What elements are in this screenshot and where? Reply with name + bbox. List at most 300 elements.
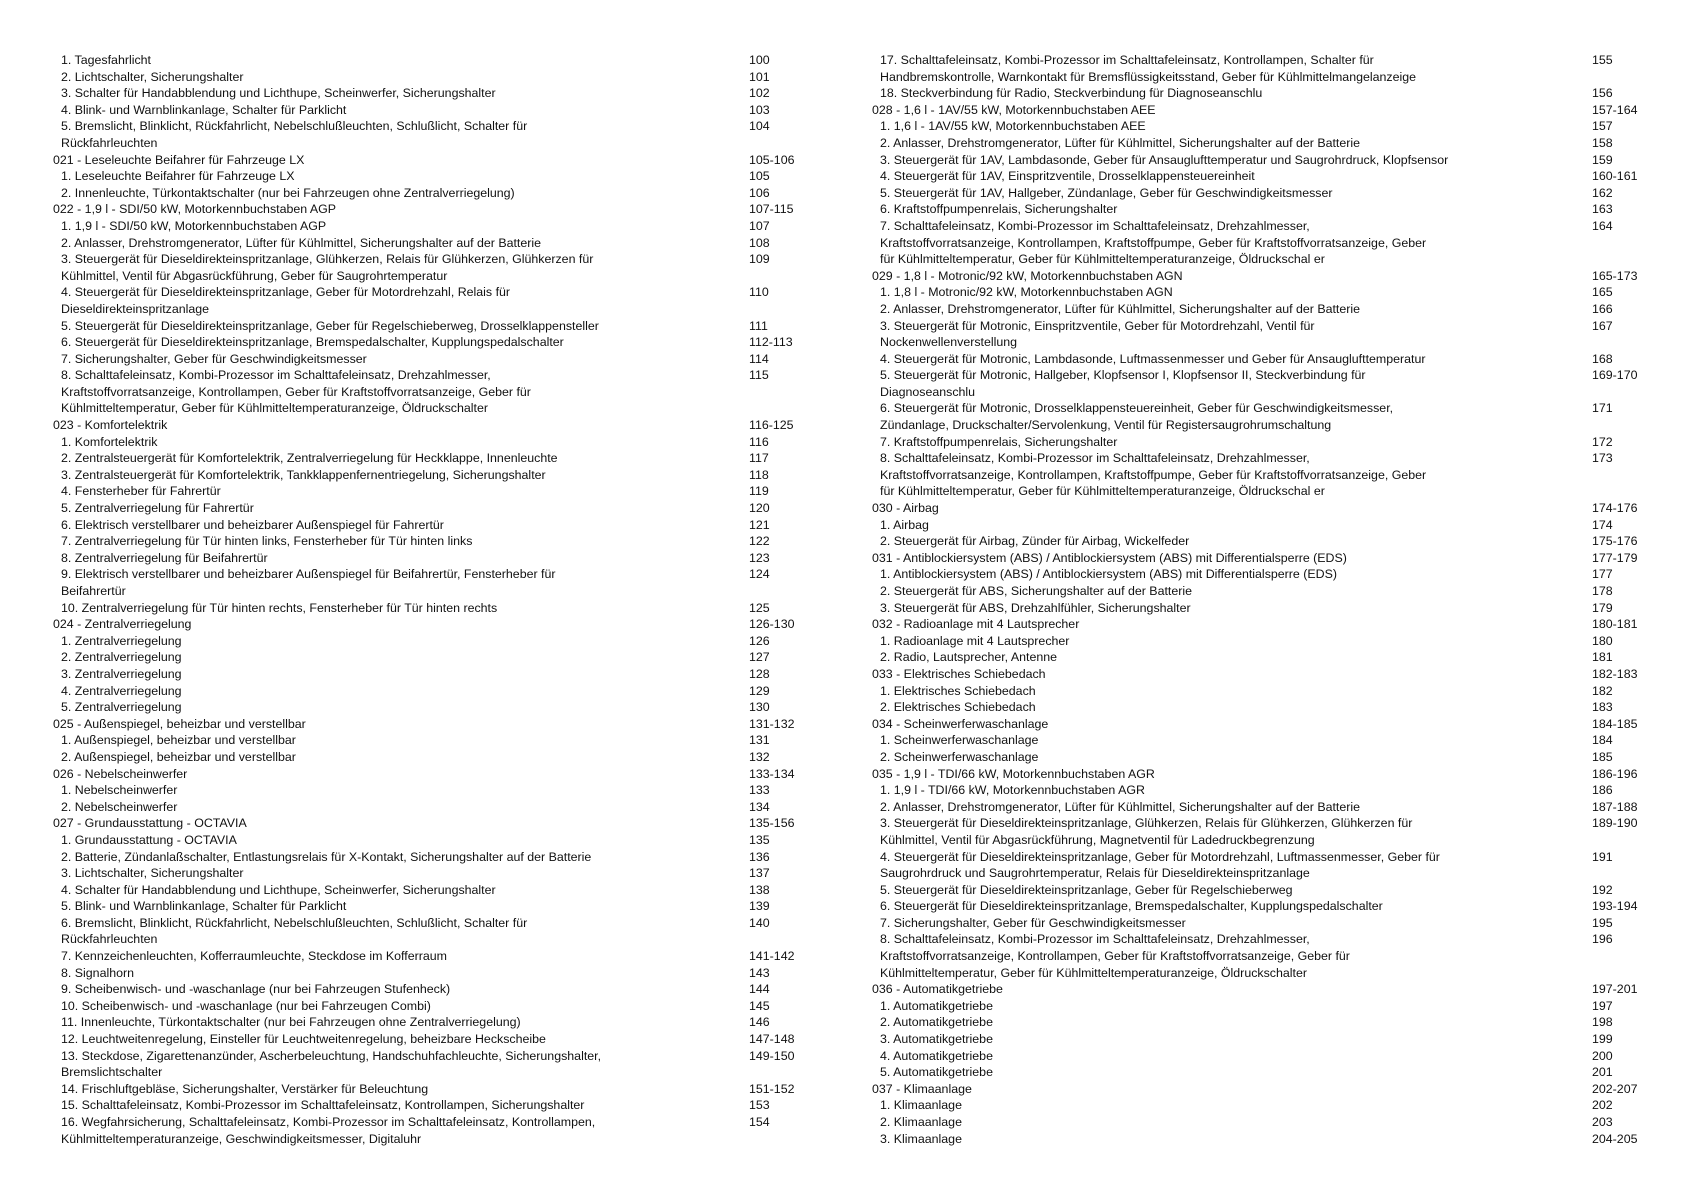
toc-entry-title: 2. Anlasser, Drehstromgenerator, Lüfter für Kühlmittel, Sicherungshalter auf der Batterie [880, 135, 1361, 150]
toc-entry-row [880, 815, 1637, 848]
toc-entry-row [61, 566, 794, 599]
toc-section-row [53, 201, 794, 218]
toc-entry-row [880, 533, 1637, 550]
toc-page-number: 111 [749, 318, 768, 333]
toc-page-number: 114 [749, 351, 769, 366]
toc-page-number: 119 [749, 484, 769, 499]
toc-entry-title: 6. Elektrisch verstellbarer und beheizbarer Außenspiegel für Fahrertür [61, 517, 444, 532]
toc-entry-title: 1. 1,9 l - TDI/66 kW, Motorkennbuchstaben AGR [880, 783, 1145, 798]
toc-section-row [53, 815, 795, 832]
toc-entry-row [61, 998, 794, 1015]
toc-page-number: 177-179 [1592, 550, 1638, 565]
toc-entry-row [880, 699, 1637, 716]
toc-section-row [872, 616, 1638, 633]
toc-entry-row [880, 583, 1637, 600]
toc-entry-title: 2. Anlasser, Drehstromgenerator, Lüfter für Kühlmittel, Sicherungshalter auf der Batterie [61, 235, 542, 250]
toc-entry-title: 2. Steuergerät für ABS, Sicherungshalter auf der Batterie [880, 584, 1193, 598]
toc-page-number: 107-115 [749, 202, 794, 217]
toc-entry-row [61, 102, 794, 119]
toc-page-number: 179 [1592, 600, 1613, 615]
toc-entry-title: 3. Steuergerät für ABS, Drehzahlfühler, Sicherungshalter [880, 600, 1191, 615]
toc-section-title: 024 - Zentralverriegelung [53, 617, 192, 632]
toc-section-title: 035 - 1,9 l - TDI/66 kW, Motorkennbuchstaben AGR [872, 766, 1155, 781]
toc-entry-row [880, 85, 1637, 102]
toc-page-number: 185 [1592, 749, 1613, 764]
toc-entry-title: 13. Steckdose, Zigarettenanzünder, Ascherbeleuchtung, Handschuhfachleuchte, Sicherungshalter, Bremslichtschalter [61, 1048, 602, 1080]
toc-entry-row [61, 782, 794, 799]
toc-entry-row [61, 683, 794, 700]
toc-page-number: 162 [1592, 185, 1613, 200]
toc-entry-title: 4. Steuergerät für Motronic, Lambdasonde, Luftmassenmesser und Geber für Ansauglufttemperatur [880, 351, 1426, 366]
toc-entry-row [61, 52, 794, 69]
toc-page-number: 108 [749, 235, 770, 250]
toc-entry-row [880, 782, 1637, 799]
toc-page-number: 140 [749, 915, 770, 930]
toc-section-row [872, 102, 1638, 119]
toc-section-title: 029 - 1,8 l - Motronic/92 kW, Motorkennbuchstaben AGN [872, 268, 1183, 283]
toc-entry-row [61, 168, 794, 185]
toc-section-title: 027 - Grundausstattung - OCTAVIA [53, 816, 247, 831]
toc-entry-row [61, 185, 794, 202]
toc-entry-title: 3. Klimaanlage [880, 1131, 962, 1146]
toc-section-row [53, 152, 795, 169]
toc-entry-title: 4. Automatikgetriebe [880, 1048, 993, 1063]
toc-entry-title: 7. Kraftstoffpumpenrelais, Sicherungshalter [880, 434, 1118, 449]
toc-entry-title: 5. Steuergerät für Dieseldirekteinspritzanlage, Geber für Regelschieberweg [880, 882, 1293, 897]
toc-entry-title: 3. Zentralsteuergerät für Komfortelektrik, Tankklappenfernentriegelung, Sicherungshalter [61, 467, 546, 482]
toc-section-row [872, 981, 1638, 998]
toc-entry-row [880, 152, 1637, 169]
toc-entry-row [61, 699, 794, 716]
toc-entry-title: 12. Leuchtweitenregelung, Einsteller für Leuchtweitenregelung, beheizbare Heckscheibe [61, 1032, 546, 1047]
toc-entry-title: 1. Zentralverriegelung [61, 633, 182, 648]
toc-entry-title: 5. Zentralverriegelung für Fahrertür [61, 501, 254, 516]
toc-page-number: 204-205 [1592, 1131, 1638, 1146]
toc-page-number: 137 [749, 866, 770, 881]
toc-entry-row [880, 1131, 1637, 1148]
toc-page-number: 135-156 [749, 816, 795, 831]
toc-entry-title: 4. Steuergerät für Dieseldirekteinspritzanlage, Geber für Motordrehzahl, Luftmassenmesser, Geber für Saugrohrdruck und Saugrohrtemperatur, Relais für Dieseldirekteinspritzanlage [880, 849, 1440, 881]
toc-entry-row [61, 749, 794, 766]
toc-entry-row [61, 334, 794, 351]
toc-entry-title: 3. Lichtschalter, Sicherungshalter [61, 866, 244, 881]
toc-entry-title: 1. Nebelscheinwerfer [61, 783, 178, 798]
toc-entry-title: 3. Steuergerät für Dieseldirekteinspritzanlage, Glühkerzen, Relais für Glühkerzen, Glühkerzen für Kühlmittel, Ventil für Abgasrückführung, Magnetventil für Ladedruckbegrenzung [880, 816, 1413, 847]
toc-entry-row [61, 318, 794, 335]
toc-entry-title: 2. Lichtschalter, Sicherungshalter [61, 69, 244, 84]
toc-entry-row [880, 1014, 1637, 1031]
toc-section-title: 037 - Klimaanlage [872, 1081, 972, 1096]
toc-page-number: 130 [749, 700, 770, 715]
toc-entry-title: 5. Blink- und Warnblinkanlage, Schalter für Parklicht [61, 899, 347, 914]
toc-entry-row [61, 915, 794, 948]
toc-entry-title: 1. 1,8 l - Motronic/92 kW, Motorkennbuchstaben AGN [880, 285, 1173, 300]
toc-entry-title: 7. Sicherungshalter, Geber für Geschwindigkeitsmesser [61, 351, 367, 366]
toc-entry-title: 8. Schalttafeleinsatz, Kombi-Prozessor im Schalttafeleinsatz, Drehzahlmesser, Kraftstoffvorratsanzeige, Kontrollampen, Geber für Kraftstoffvorratsanzeige, Geber für Kühlmitteltemperatur, Geber für Kühlmitteltemperaturanzeige, Öldruckschalter [880, 932, 1350, 980]
toc-entry-row [61, 1081, 794, 1098]
toc-entry-row [880, 135, 1637, 152]
toc-entry-title: 2. Nebelscheinwerfer [61, 799, 178, 814]
toc-entry-row [880, 1031, 1637, 1048]
toc-page-number: 129 [749, 683, 770, 698]
toc-page-number: 145 [749, 998, 770, 1013]
toc-page-number: 202 [1592, 1098, 1613, 1113]
toc-entry-row [880, 351, 1637, 368]
toc-entry-title: 6. Bremslicht, Blinklicht, Rückfahrlicht, Nebelschlußleuchten, Schlußlicht, Schalter für Rückfahrleuchten [61, 915, 528, 947]
toc-entry-title: 6. Kraftstoffpumpenrelais, Sicherungshalter [880, 202, 1118, 217]
toc-section-title: 034 - Scheinwerferwaschanlage [872, 716, 1049, 731]
toc-page-number: 199 [1592, 1032, 1613, 1047]
toc-page-number: 134 [749, 799, 770, 814]
toc-page-number: 197 [1592, 998, 1613, 1013]
toc-page-number: 132 [749, 749, 770, 764]
toc-page-number: 165-173 [1592, 268, 1638, 283]
toc-entry-row [61, 799, 794, 816]
toc-entry-title: 2. Automatikgetriebe [880, 1015, 993, 1030]
toc-entry-title: 1. Antiblockiersystem (ABS) / Antiblockiersystem (ABS) mit Differentialsperre (EDS) [880, 567, 1337, 582]
toc-section-row [872, 666, 1638, 683]
toc-entry-title: 1. Airbag [880, 517, 929, 532]
toc-entry-title: 1. Scheinwerferwaschanlage [880, 733, 1039, 748]
toc-entry-title: 1. 1,9 l - SDI/50 kW, Motorkennbuchstaben AGP [61, 218, 327, 233]
toc-entry-row [61, 649, 794, 666]
toc-section-row [872, 716, 1638, 733]
toc-page-number: 126-130 [749, 617, 795, 632]
toc-page-number: 201 [1592, 1065, 1613, 1080]
toc-entry-row [61, 235, 794, 252]
toc-entry-row [61, 1014, 794, 1031]
toc-entry-title: 5. Steuergerät für 1AV, Hallgeber, Zündanlage, Geber für Geschwindigkeitsmesser [880, 185, 1333, 200]
toc-section-title: 030 - Airbag [872, 501, 939, 516]
toc-entry-title: 10. Zentralverriegelung für Tür hinten rechts, Fensterheber für Tür hinten rechts [61, 600, 498, 615]
toc-page-number: 131-132 [749, 716, 795, 731]
toc-page-number: 172 [1592, 434, 1613, 449]
toc-entry-title: 3. Steuergerät für 1AV, Lambdasonde, Geber für Ansauglufttemperatur und Saugrohrdruck, Klopfsensor [880, 152, 1449, 167]
toc-page-number: 186-196 [1592, 766, 1638, 781]
toc-entry-title: 2. Zentralverriegelung [61, 650, 182, 665]
toc-entry-title: 2. Radio, Lautsprecher, Antenne [880, 650, 1058, 665]
toc-page-number: 157 [1592, 119, 1613, 134]
toc-entry-title: 5. Zentralverriegelung [61, 700, 182, 715]
toc-page-number: 157-164 [1592, 102, 1638, 117]
toc-page-number: 195 [1592, 915, 1613, 930]
toc-entry-title: 10. Scheibenwisch- und -waschanlage (nur bei Fahrzeugen Combi) [61, 998, 431, 1013]
toc-page-number: 123 [749, 550, 770, 565]
toc-page-number: 169-170 [1592, 368, 1638, 383]
toc-section-row [53, 766, 795, 783]
toc-entry-row [61, 467, 794, 484]
toc-page-number: 122 [749, 534, 770, 549]
toc-page-number: 164 [1592, 218, 1613, 233]
toc-page-number: 200 [1592, 1048, 1613, 1063]
toc-entry-row [61, 118, 794, 151]
toc-page-number: 168 [1592, 351, 1613, 366]
toc-entry-row [61, 69, 794, 86]
toc-page-number: 184-185 [1592, 716, 1638, 731]
toc-page-number: 146 [749, 1015, 770, 1030]
toc-page-number: 126 [749, 633, 770, 648]
toc-page-number: 133 [749, 783, 770, 798]
toc-entry-row [61, 666, 794, 683]
toc-page-number: 158 [1592, 135, 1613, 150]
toc-page-number: 189-190 [1592, 816, 1638, 831]
toc-section-title: 031 - Antiblockiersystem (ABS) / Antiblockiersystem (ABS) mit Differentialsperre (EDS) [872, 550, 1347, 565]
toc-section-title: 032 - Radioanlage mit 4 Lautsprecher [872, 617, 1080, 632]
toc-entry-row [880, 400, 1637, 433]
toc-page-number: 138 [749, 882, 770, 897]
toc-page-number: 106 [749, 185, 770, 200]
toc-page-number: 167 [1592, 318, 1613, 333]
toc-entry-title: 1. Komfortelektrik [61, 434, 158, 449]
toc-entry-row [61, 600, 794, 617]
toc-entry-row [880, 168, 1637, 185]
toc-page-number: 175-176 [1592, 534, 1638, 549]
toc-page-number: 177 [1592, 567, 1613, 582]
toc-entry-title: 17. Schalttafeleinsatz, Kombi-Prozessor im Schalttafeleinsatz, Kontrollampen, Schalter für Handbremskontrolle, Warnkontakt für Bremsflüssigkeitsstand, Geber für Kühlmittelmangelanzeige [880, 53, 1417, 84]
toc-page-number: 120 [749, 501, 770, 516]
toc-entry-title: 11. Innenleuchte, Türkontaktschalter (nur bei Fahrzeugen ohne Zentralverriegelung) [61, 1015, 521, 1030]
toc-entry-row [880, 633, 1637, 650]
toc-entry-title: 7. Sicherungshalter, Geber für Geschwindigkeitsmesser [880, 915, 1186, 930]
toc-page-number: 155 [1592, 53, 1613, 67]
toc-entry-row [880, 367, 1637, 400]
toc-entry-row [880, 898, 1637, 915]
toc-entry-title: 7. Zentralverriegelung für Tür hinten links, Fensterheber für Tür hinten links [61, 534, 473, 549]
toc-entry-title: 4. Blink- und Warnblinkanlage, Schalter für Parklicht [61, 102, 347, 117]
toc-page-number: 105 [749, 169, 770, 184]
toc-section-row [872, 1081, 1638, 1098]
toc-page-number: 171 [1592, 401, 1613, 416]
toc-page-number: 117 [749, 451, 769, 466]
toc-entry-row [880, 434, 1637, 451]
toc-entry-row [880, 600, 1637, 617]
toc-entry-row [61, 1031, 794, 1048]
toc-page-number: 196 [1592, 932, 1613, 947]
toc-entry-row [880, 201, 1637, 218]
toc-entry-title: 1. Grundausstattung - OCTAVIA [61, 832, 237, 847]
toc-left-column [53, 52, 795, 1147]
toc-entry-title: 4. Steuergerät für 1AV, Einspritzventile, Drosselklappensteuereinheit [880, 169, 1255, 184]
toc-entry-title: 9. Scheibenwisch- und -waschanlage (nur bei Fahrzeugen Stufenheck) [61, 982, 451, 997]
toc-page-number: 182-183 [1592, 666, 1638, 681]
toc-entry-row [61, 500, 794, 517]
toc-entry-row [880, 849, 1637, 882]
toc-entry-title: 8. Schalttafeleinsatz, Kombi-Prozessor im Schalttafeleinsatz, Drehzahlmesser, Kraftstoffvorratsanzeige, Kontrollampen, Geber für Kraftstoffvorratsanzeige, Geber für Kühlmitteltemperatur, Geber für Kühlmitteltemperaturanzeige, Öldruckschalter [61, 368, 531, 416]
toc-page-number: 174-176 [1592, 501, 1638, 516]
toc-entry-title: 1. Tagesfahrlicht [61, 53, 152, 67]
toc-entry-title: 2. Scheinwerferwaschanlage [880, 749, 1039, 764]
toc-entry-title: 3. Automatikgetriebe [880, 1032, 993, 1047]
toc-entry-title: 3. Steuergerät für Dieseldirekteinspritzanlage, Glühkerzen, Relais für Glühkerzen, Glühkerzen für Kühlmittel, Ventil für Abgasrückführung, Geber für Saugrohrtemperatur [61, 252, 594, 283]
toc-entry-title: 7. Schalttafeleinsatz, Kombi-Prozessor im Schalttafeleinsatz, Drehzahlmesser, Kraftstoffvorratsanzeige, Kontrollampen, Kraftstoffpumpe, Geber für Kraftstoffvorratsanzeige, Geber für Kühlmitteltemperatur, Geber für Kühlmitteltemperaturanzeige, Öldruckschal er [880, 218, 1427, 267]
toc-entry-row [880, 185, 1637, 202]
toc-page-number: 182 [1592, 683, 1613, 698]
toc-right-column [872, 52, 1638, 1147]
toc-page-number: 141-142 [749, 949, 795, 964]
toc-section-title: 036 - Automatikgetriebe [872, 982, 1003, 997]
toc-page-number: 151-152 [749, 1081, 795, 1096]
toc-entry-row [880, 1097, 1637, 1114]
toc-page-number: 110 [749, 285, 769, 300]
toc-page-number: 121 [749, 517, 770, 532]
toc-page-number: 166 [1592, 301, 1613, 316]
toc-page-number: 124 [749, 567, 770, 582]
toc-page-number: 191 [1592, 849, 1613, 864]
toc-entry-title: 5. Steuergerät für Dieseldirekteinspritzanlage, Geber für Regelschieberweg, Drosselklappensteller [61, 318, 599, 333]
toc-entry-row [880, 517, 1637, 534]
toc-entry-row [61, 1097, 794, 1114]
toc-page-number: 180 [1592, 633, 1613, 648]
toc-entry-title: 1. Elektrisches Schiebedach [880, 683, 1036, 698]
toc-section-row [872, 766, 1638, 783]
toc-page-number: 160-161 [1592, 169, 1638, 184]
toc-entry-title: 3. Zentralverriegelung [61, 666, 182, 681]
toc-page-number: 136 [749, 849, 770, 864]
toc-page-number: 143 [749, 965, 770, 980]
toc-entry-row [880, 1064, 1637, 1081]
toc-entry-title: 15. Schalttafeleinsatz, Kombi-Prozessor im Schalttafeleinsatz, Kontrollampen, Sicherungshalter [61, 1098, 585, 1113]
toc-section-row [872, 550, 1638, 567]
toc-entry-title: 8. Signalhorn [61, 965, 135, 980]
toc-page-number: 192 [1592, 882, 1613, 897]
toc-entry-row [880, 301, 1637, 318]
toc-entry-row [61, 351, 794, 368]
toc-page-number: 165 [1592, 285, 1613, 300]
toc-section-title: 022 - 1,9 l - SDI/50 kW, Motorkennbuchstaben AGP [53, 202, 337, 217]
toc-page-number: 163 [1592, 202, 1613, 217]
toc-section-title: 028 - 1,6 l - 1AV/55 kW, Motorkennbuchstaben AEE [872, 102, 1156, 117]
toc-page-number: 193-194 [1592, 899, 1638, 914]
toc-page-number: 153 [749, 1098, 770, 1113]
toc-entry-row [61, 550, 794, 567]
toc-section-row [53, 417, 794, 434]
toc-page-number: 103 [749, 102, 770, 117]
toc-entry-title: 5. Automatikgetriebe [880, 1065, 993, 1080]
toc-entry-title: 1. Radioanlage mit 4 Lautsprecher [880, 633, 1070, 648]
toc-entry-title: 14. Frischluftgebläse, Sicherungshalter, Verstärker für Beleuchtung [61, 1081, 429, 1096]
toc-entry-row [880, 318, 1637, 351]
toc-entry-row [880, 1048, 1637, 1065]
toc-entry-row [880, 1114, 1637, 1131]
toc-entry-title: 5. Steuergerät für Motronic, Hallgeber, Klopfsensor I, Klopfsensor II, Steckverbindung für Diagnoseanschlu [880, 368, 1366, 399]
toc-entry-title: 2. Anlasser, Drehstromgenerator, Lüfter für Kühlmittel, Sicherungshalter auf der Batterie [880, 799, 1361, 814]
toc-page-number: 184 [1592, 733, 1613, 748]
toc-page-number: 156 [1592, 86, 1613, 101]
toc-page-number: 128 [749, 666, 770, 681]
toc-page-number: 197-201 [1592, 982, 1638, 997]
toc-page-number: 102 [749, 86, 770, 101]
toc-entry-row [880, 52, 1637, 85]
toc-entry-row [880, 732, 1637, 749]
toc-section-title: 021 - Leseleuchte Beifahrer für Fahrzeuge LX [53, 152, 305, 167]
toc-page-number: 139 [749, 899, 770, 914]
toc-entry-row [61, 948, 794, 965]
toc-page-number: 181 [1592, 650, 1613, 665]
toc-entry-row [61, 367, 794, 417]
toc-page-number: 198 [1592, 1015, 1613, 1030]
toc-page-number: 112-113 [749, 335, 793, 350]
toc-entry-row [61, 882, 794, 899]
toc-page-number: 173 [1592, 451, 1613, 466]
toc-entry-row [880, 118, 1637, 135]
toc-entry-row [880, 284, 1637, 301]
toc-page-number: 186 [1592, 783, 1613, 798]
toc-page-number: 147-148 [749, 1032, 795, 1047]
toc-entry-title: 6. Steuergerät für Dieseldirekteinspritzanlage, Bremspedalschalter, Kupplungspedalschalter [880, 899, 1383, 914]
toc-entry-row [61, 898, 794, 915]
toc-section-title: 033 - Elektrisches Schiebedach [872, 666, 1046, 681]
toc-page-number: 203 [1592, 1115, 1613, 1129]
toc-entry-row [61, 832, 794, 849]
toc-entry-row [880, 931, 1637, 981]
toc-entry-row [880, 915, 1637, 932]
toc-entry-title: 9. Elektrisch verstellbarer und beheizbarer Außenspiegel für Beifahrertür, Fensterheber für Beifahrertür [61, 567, 556, 598]
toc-page-number: 187-188 [1592, 799, 1638, 814]
toc-page-number: 144 [749, 982, 770, 997]
toc-entry-row [880, 749, 1637, 766]
toc-page-number: 115 [749, 368, 769, 383]
toc-section-title: 025 - Außenspiegel, beheizbar und verstellbar [53, 716, 306, 731]
toc-entry-title: 8. Zentralverriegelung für Beifahrertür [61, 550, 268, 565]
toc-page-number: 118 [749, 467, 769, 482]
toc-entry-title: 6. Steuergerät für Dieseldirekteinspritzanlage, Bremspedalschalter, Kupplungspedalschalter [61, 335, 564, 350]
toc-entry-title: 18. Steckverbindung für Radio, Steckverbindung für Diagnoseanschlu [880, 86, 1263, 101]
toc-page-number: 180-181 [1592, 617, 1638, 632]
toc-entry-row [61, 633, 794, 650]
toc-entry-title: 2. Außenspiegel, beheizbar und verstellbar [61, 749, 296, 764]
toc-page-number: 159 [1592, 152, 1613, 167]
toc-entry-title: 2. Anlasser, Drehstromgenerator, Lüfter für Kühlmittel, Sicherungshalter auf der Batterie [880, 301, 1361, 316]
toc-entry-title: 16. Wegfahrsicherung, Schalttafeleinsatz, Kombi-Prozessor im Schalttafeleinsatz, Kontrollampen, Kühlmitteltemperaturanzeige, Geschwindigkeitsmesser, Digitaluhr [61, 1115, 596, 1146]
toc-entry-row [61, 450, 794, 467]
toc-entry-row [880, 649, 1637, 666]
toc-entry-title: 7. Kennzeichenleuchten, Kofferraumleuchte, Steckdose im Kofferraum [61, 949, 447, 964]
toc-page-number: 127 [749, 650, 770, 665]
toc-page-number: 149-150 [749, 1048, 795, 1063]
toc-page-number: 131 [749, 733, 770, 748]
toc-entry-row [880, 218, 1637, 268]
toc-page-number: 125 [749, 600, 770, 615]
toc-entry-row [61, 284, 794, 317]
toc-entry-row [61, 1114, 794, 1147]
toc-entry-title: 2. Elektrisches Schiebedach [880, 700, 1036, 715]
toc-entry-title: 1. Klimaanlage [880, 1098, 962, 1113]
toc-entry-row [880, 998, 1637, 1015]
toc-page-number: 174 [1592, 517, 1613, 532]
toc-section-row [872, 268, 1638, 285]
toc-entry-row [880, 566, 1637, 583]
toc-entry-row [61, 849, 794, 866]
toc-page-number: 202-207 [1592, 1081, 1638, 1096]
toc-entry-row [61, 732, 794, 749]
toc-page-number: 100 [749, 53, 770, 67]
toc-section-row [872, 500, 1638, 517]
toc-page-number: 101 [749, 69, 770, 84]
toc-entry-title: 1. Leseleuchte Beifahrer für Fahrzeuge LX [61, 169, 295, 184]
toc-entry-title: 4. Schalter für Handabblendung und Lichthupe, Scheinwerfer, Sicherungshalter [61, 882, 496, 897]
toc-section-title: 023 - Komfortelektrik [53, 418, 168, 433]
toc-entry-row [880, 450, 1637, 500]
toc-entry-title: 3. Steuergerät für Motronic, Einspritzventile, Geber für Motordrehzahl, Ventil für Nockenwellenverstellung [880, 318, 1315, 350]
toc-page-number: 116 [749, 434, 769, 449]
toc-entry-title: 4. Zentralverriegelung [61, 683, 182, 698]
toc-entry-title: 2. Zentralsteuergerät für Komfortelektrik, Zentralverriegelung für Heckklappe, Innenleuchte [61, 451, 558, 466]
toc-page-number: 104 [749, 119, 770, 134]
toc-section-title: 026 - Nebelscheinwerfer [53, 766, 188, 781]
toc-entry-row [880, 683, 1637, 700]
toc-entry-row [61, 218, 794, 235]
toc-entry-title: 4. Fensterheber für Fahrertür [61, 484, 221, 499]
